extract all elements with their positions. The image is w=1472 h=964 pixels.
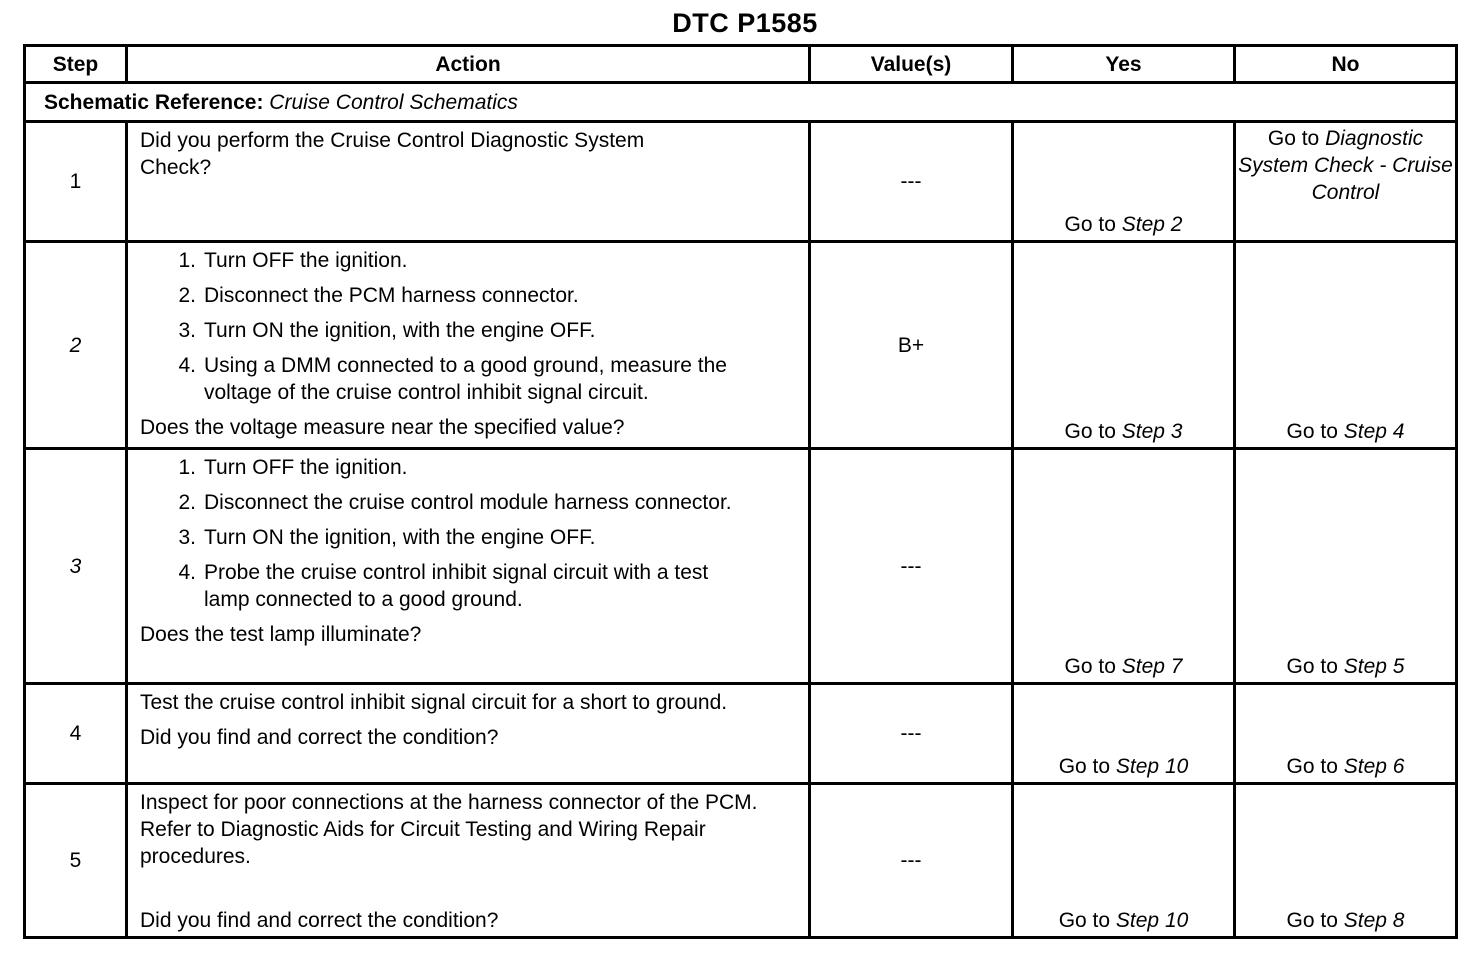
header-action: Action xyxy=(127,46,810,83)
yes-target: Step 3 xyxy=(1121,420,1183,443)
no-target: Step 8 xyxy=(1343,909,1405,932)
step-number: 5 xyxy=(25,784,127,938)
step-number: 1 xyxy=(25,122,127,242)
list-item: 1. Turn OFF the ignition. xyxy=(178,249,408,272)
yes-cell: Go to Step 10 xyxy=(1013,784,1235,938)
schematic-link: Cruise Control Schematics xyxy=(269,90,518,114)
value-cell: B+ xyxy=(810,242,1013,449)
action-cell xyxy=(127,684,810,784)
table-row xyxy=(25,684,1457,784)
header-yes: Yes xyxy=(1013,46,1235,83)
list-item: 4. Using a DMM connected to a good ground, measure the voltage of the cruise control inhibit signal circuit. xyxy=(178,354,727,404)
value-cell: --- xyxy=(810,122,1013,242)
step-number: 3 xyxy=(25,449,127,684)
value-cell: --- xyxy=(810,784,1013,938)
action-text: Inspect for poor connections at the harness connector of the PCM. Refer to Diagnostic Aids for Circuit Testing and Wiring Repair procedures. xyxy=(140,791,758,868)
no-cell xyxy=(1235,122,1457,242)
header-no: No xyxy=(1235,46,1457,83)
no-target: Diagnostic System Check - Cruise Control xyxy=(1238,127,1453,204)
no-target: Step 6 xyxy=(1343,755,1405,778)
action-question: Does the voltage measure near the specified value? xyxy=(140,416,625,439)
table-row xyxy=(25,242,1457,449)
list-item: 2. Disconnect the PCM harness connector. xyxy=(178,284,579,307)
list-item: 3. Turn ON the ignition, with the engine OFF. xyxy=(178,526,596,549)
no-target: Step 4 xyxy=(1343,420,1405,443)
action-cell xyxy=(127,784,810,938)
step-number: 2 xyxy=(25,242,127,449)
schematic-reference xyxy=(25,83,1457,122)
list-item: 3. Turn ON the ignition, with the engine OFF. xyxy=(178,319,596,342)
goto-prefix: Go to xyxy=(1064,213,1116,236)
yes-cell: Go to Step 7 xyxy=(1013,449,1235,684)
schematic-row xyxy=(25,83,1457,122)
diagnostic-table xyxy=(23,44,1458,939)
yes-target: Step 10 xyxy=(1115,909,1189,932)
action-cell xyxy=(127,449,810,684)
list-item: 4. Probe the cruise control inhibit signal circuit with a test lamp connected to a good ground. xyxy=(178,561,709,611)
action-question: Does the test lamp illuminate? xyxy=(140,623,422,646)
no-cell: Go to Step 6 xyxy=(1235,684,1457,784)
step-number: 4 xyxy=(25,684,127,784)
header-row xyxy=(25,46,1457,83)
yes-cell: Go to Step 10 xyxy=(1013,684,1235,784)
value-cell: --- xyxy=(810,449,1013,684)
no-cell: Go to Step 5 xyxy=(1235,449,1457,684)
action-question: Did you find and correct the condition? xyxy=(140,909,499,932)
page-title: DTC P1585 xyxy=(672,8,818,38)
no-cell: Go to Step 4 xyxy=(1235,242,1457,449)
table-row xyxy=(25,449,1457,684)
action-text: Test the cruise control inhibit signal circuit for a short to ground. xyxy=(140,691,728,714)
action-cell xyxy=(127,242,810,449)
yes-target: Step 10 xyxy=(1115,755,1189,778)
list-item: 1. Turn OFF the ignition. xyxy=(178,456,408,479)
action-question: Did you find and correct the condition? xyxy=(140,726,499,749)
goto-prefix: Go to xyxy=(1267,127,1320,150)
action-text: Did you perform the Cruise Control Diagnostic System Check? xyxy=(127,122,810,242)
no-cell: Go to Step 8 xyxy=(1235,784,1457,938)
header-values: Value(s) xyxy=(810,46,1013,83)
yes-target: Step 7 xyxy=(1121,655,1183,678)
yes-cell xyxy=(1013,122,1235,242)
list-item: 2. Disconnect the cruise control module harness connector. xyxy=(178,491,732,514)
no-target: Step 5 xyxy=(1343,655,1405,678)
yes-cell: Go to Step 3 xyxy=(1013,242,1235,449)
value-cell: --- xyxy=(810,684,1013,784)
yes-target: Step 2 xyxy=(1121,213,1183,236)
table-row xyxy=(25,784,1457,938)
header-step: Step xyxy=(25,46,127,83)
table-row xyxy=(25,122,1457,242)
schematic-label: Schematic Reference: xyxy=(44,90,264,114)
